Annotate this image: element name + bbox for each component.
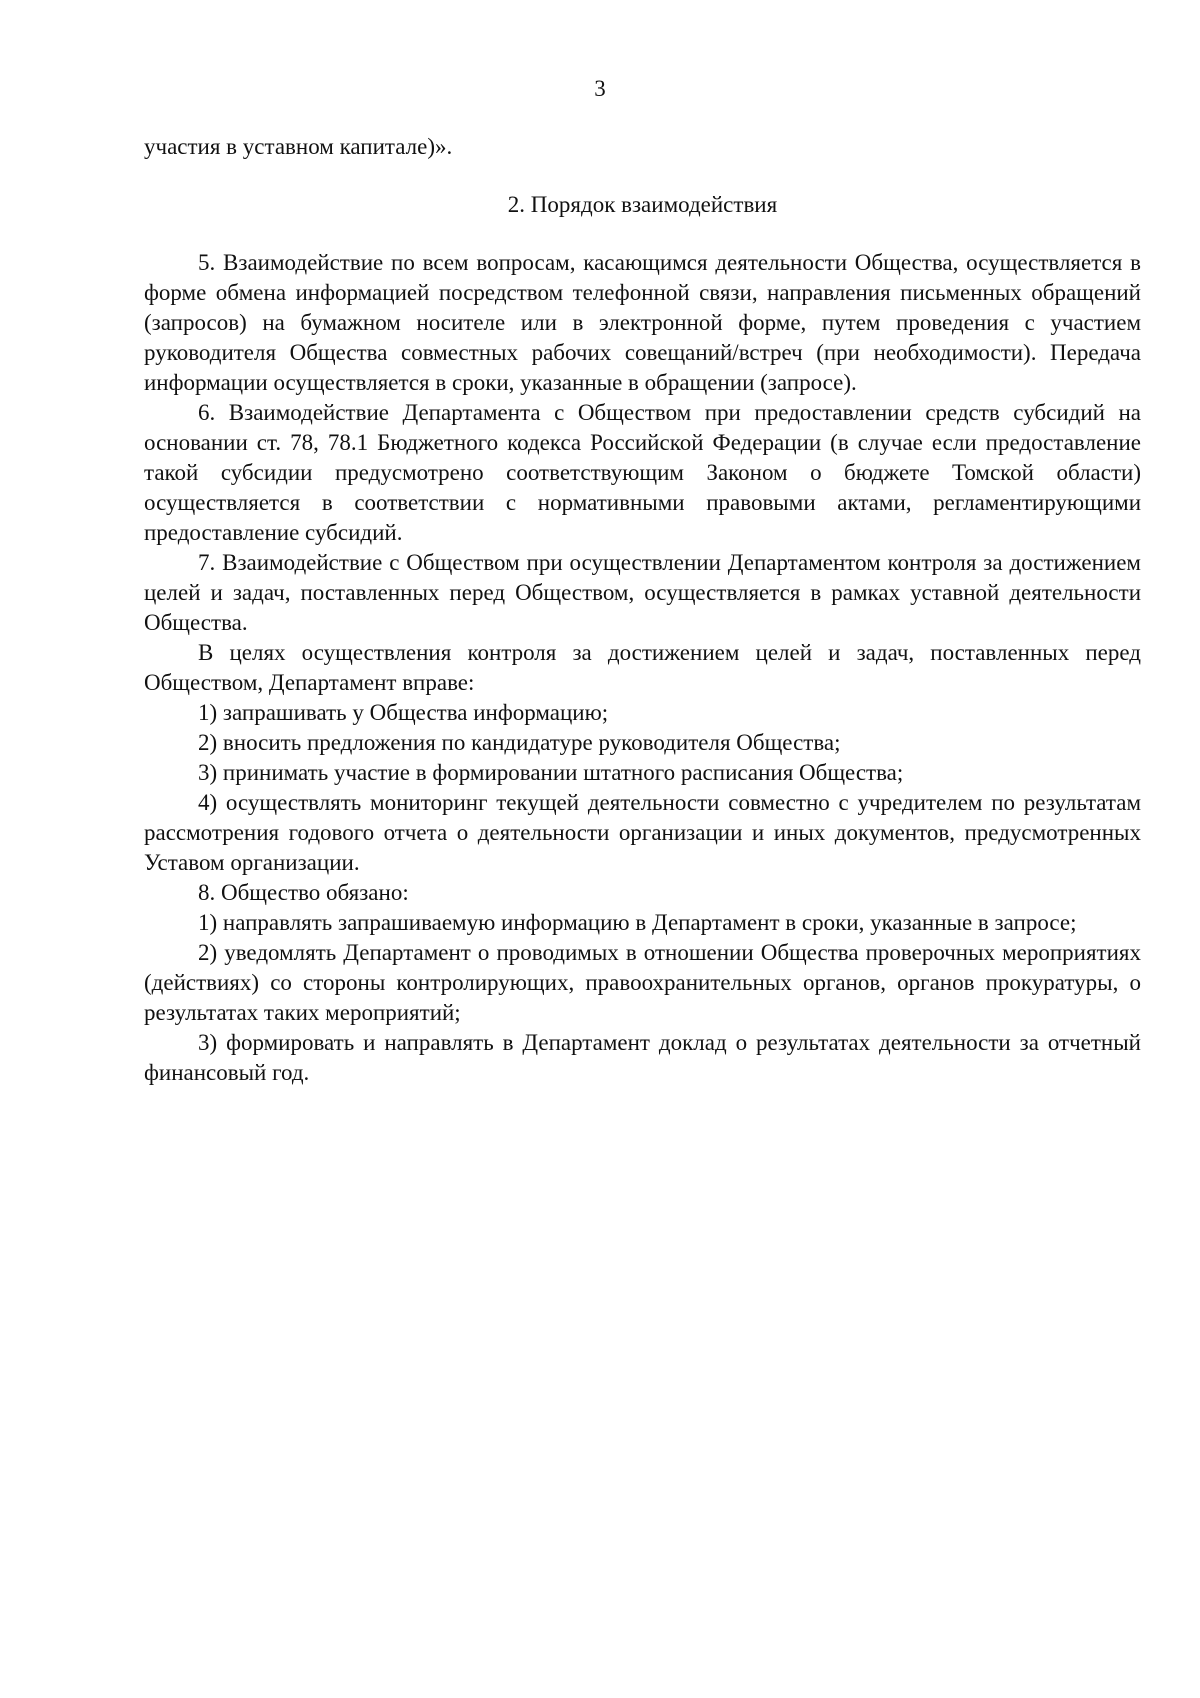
paragraph-7: 7. Взаимодействие с Обществом при осуществлении Департаментом контроля за достижением целей и задач, поставленных перед Обществом, осуществляется в рамках уставной деятельности Общества. xyxy=(144,550,1141,635)
intro-line: участия в уставном капитале)». xyxy=(144,134,453,159)
list-item-staffing: 3) принимать участие в формировании штатного расписания Общества; xyxy=(198,760,904,785)
paragraph-6: 6. Взаимодействие Департамента с Обществом при предоставлении средств субсидий на основании ст. 78, 78.1 Бюджетного кодекса Российской Федерации (в случае если предоставление такой субсидии предусмотрено соответствующим Законом о бюджете Томской области) осуществляется в соответствии с нормативными правовыми актами, регламентирующими предоставление субсидий. xyxy=(144,400,1141,545)
list-item-request-info: 1) запрашивать у Общества информацию; xyxy=(198,700,609,725)
list-item-send-info: 1) направлять запрашиваемую информацию в Департамент в сроки, указанные в запросе; xyxy=(198,910,1077,935)
paragraph-5: 5. Взаимодействие по всем вопросам, касающимся деятельности Общества, осуществляется в форме обмена информацией посредством телефонной связи, направления письменных обращений (запросов) на бумажном носителе или в электронной форме, путем проведения с участием руководителя Общества совместных рабочих совещаний/встреч (при необходимости). Передача информации осуществляется в сроки, указанные в обращении (запросе). xyxy=(144,250,1141,395)
list-item-candidate-proposals: 2) вносить предложения по кандидатуре руководителя Общества; xyxy=(198,730,841,755)
list-item-notify: 2) уведомлять Департамент о проводимых в отношении Общества проверочных мероприятиях (действиях) со стороны контролирующих, правоохранительных органов, органов прокуратуры, о результатах таких мероприятий; xyxy=(144,940,1141,1025)
list-item-monitoring: 4) осуществлять мониторинг текущей деятельности совместно с учредителем по результатам рассмотрения годового отчета о деятельности организации и иных документов, предусмотренных Уставом организации. xyxy=(144,790,1141,875)
page-number: 3 xyxy=(594,76,606,101)
paragraph-8: 8. Общество обязано: xyxy=(198,880,409,905)
list-item-report: 3) формировать и направлять в Департамент доклад о результатах деятельности за отчетный финансовый год. xyxy=(144,1030,1141,1085)
paragraph-control-intro: В целях осуществления контроля за достижением целей и задач, поставленных перед Обществом, Департамент вправе: xyxy=(144,640,1141,695)
section-heading: 2. Порядок взаимодействия xyxy=(507,192,778,217)
document-body xyxy=(144,132,1141,1088)
